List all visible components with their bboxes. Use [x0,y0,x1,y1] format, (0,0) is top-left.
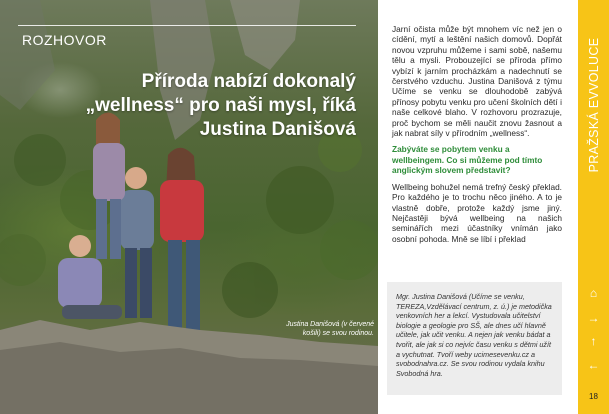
magazine-title [583,20,605,190]
article-body [392,24,562,250]
section-label: ROZHOVOR [22,32,107,48]
magazine-title-text: PRAŽSKÁ EVVOLUCE [587,37,601,173]
home-icon[interactable]: ⌂ [589,286,598,300]
sidebar [578,0,609,414]
author-bio-box [387,282,562,395]
article-headline: Příroda nabízí dokonalý „wellness“ pro naši mysl, říká Justina Danišová [85,71,356,140]
arrow-left-icon[interactable]: ← [587,358,600,372]
interview-answer: Wellbeing bohužel nemá trefný český překlad. Pro každého je to trochu něco jiného. A to je vlastně dobře, protože každý jsme jiný. Nejčastěji bývá wellbeing na našich seminářích mezi účastníky vnímán jako osobní pohoda. Mně se líbí i překlad [392,181,562,244]
interview-question: Zabýváte se pobytem venku a wellbeingem. Co si můžeme pod tímto anglickým slovem představit? [392,144,543,176]
rock-tower [230,0,300,70]
author-bio-text: Mgr. Justina Danišová (Učíme se venku, TEREZA,Vzdělávací centrum, z. ú.) je metodička venkovních her a lekcí. Vystudovala učitelství biologie a geologie pro SŠ, ale dnes učí hlavně učitele, jak učit venku. A nejen jak venku bádat a tvořit, ale jak si co nejvíc času venku s dětmi užít a vychutnat. Tvoří weby ucimesevenku.cz a svobodnahra.cz. Se svou rodinou vydala knihu Svobodná hra. [396,292,552,378]
arrow-right-icon[interactable]: → [587,311,600,325]
article-intro: Jarní očista může být mnohem víc než jen o cídění, mytí a leštění našich domovů. Dopřát novou vzpruhu můžeme i sami sobě, našemu tělu a mysli. Probouzející se příroda přímo vybízí k jarním procházkám a nadechnutí se čerstvého vzduchu. Justina Danišová z týmu Učíme se venku se dlouhodobě zabývá přínosy pobytu venku pro učení školních dětí i naše celkové blaho. V rozhovoru prozrazuje, proč bychom se měli naučit znovu žasnout a jak nabrat síly v přírodním „wellness“. [392,24,562,139]
rock-tower [0,0,55,110]
page-number: 18 [589,392,598,401]
top-rule [18,25,356,26]
photo-caption: Justina Danišová (v červené košili) se svou rodinou. [286,321,374,337]
arrow-up-icon[interactable]: ↑ [590,334,597,348]
